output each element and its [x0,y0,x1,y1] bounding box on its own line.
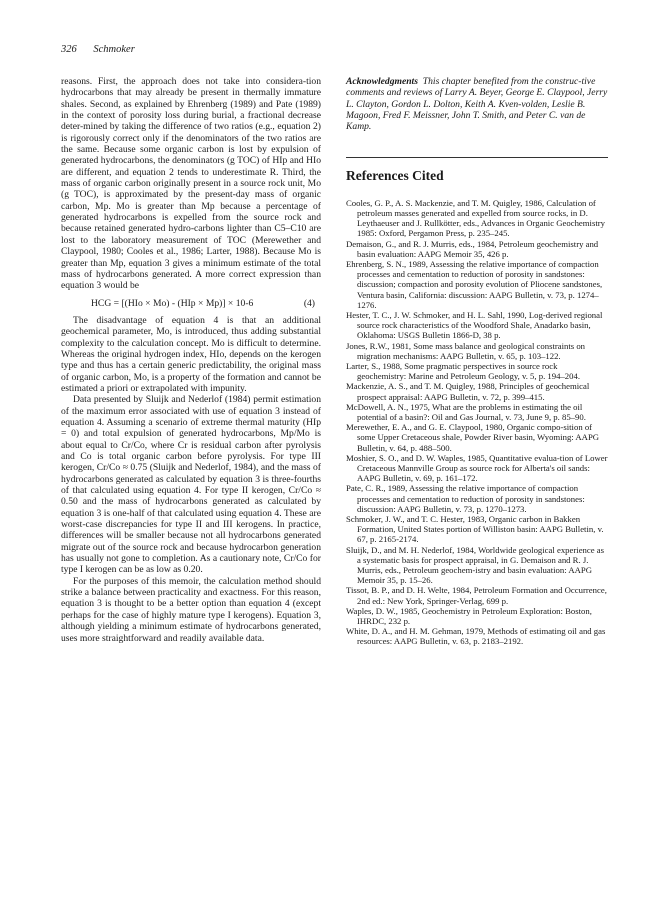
running-header [61,44,135,55]
reference-item: Mackenzie, A. S., and T. M. Quigley, 1988, Principles of geochemical prospect appraisal: AAPG Bulletin, v. 72, p. 399–415. [346,381,590,402]
reference-item: Pate, C. R., 1989, Assessing the relative importance of compaction processes and cementation to reduction of porosity in sandstones: discussion: AAPG Bulletin, v. 73, p. 1270–1273. [346,483,585,514]
reference-item: Ehrenberg, S. N., 1989, Assessing the relative importance of compaction processes and cementation to reduction of porosity in sandstones: discussion; compaction and porosity evolution of Pliocene sandstones, Ventura basin, California: discussion: AAPG Bulletin, v. 73, p. 1274–1276. [346,258,603,310]
left-column [61,76,321,644]
reference-item: Jones, R.W., 1981, Some mass balance and geological constraints on migration mechanisms: AAPG Bulletin, v. 65, p. 103–122. [346,340,586,361]
acknowledgments [346,76,608,133]
acknowledgments-heading: Acknowledgments [346,76,418,87]
reference-item: Moshier, S. O., and D. W. Waples, 1985, Quantitative evalua-tion of Lower Cretaceous Mannville Group as source rock for Alberta's oil sands: AAPG Bulletin, v. 69, p. 161–172. [346,452,608,484]
reference-item: Demaison, G., and R. J. Murris, eds., 1984, Petroleum geochemistry and basin evaluation: AAPG Memoir 35, 426 p. [346,238,599,259]
reference-item: Larter, S., 1988, Some pragmatic perspectives in source rock geochemistry: Marine and Petroleum Geology, v. 5, p. 194–204. [346,360,581,382]
reference-item: Tissot, B. P., and D. H. Welte, 1984, Petroleum Formation and Occurrence, 2nd ed.: New York, Springer-Verlag, 699 p. [346,585,607,606]
reference-item: Sluijk, D., and M. H. Nederlof, 1984, Worldwide geological experience as a systematic basis for prospect appraisal, in G. Demaison and R. J. Murris, eds., Petroleum geochem-istry and basin evaluation: AAPG Memoir 35, p. 15–26. [346,544,605,586]
references-list [346,198,608,647]
right-column [346,76,608,647]
reference-item: McDowell, A. N., 1975, What are the problems in estimating the oil potential of a basin?: Oil and Gas Journal, v. 73, June 9, p. 85–90. [346,401,586,422]
equation-formula: HCG = [(HIo × Mo) - (HIp × Mp)] × 10-6 [91,297,254,309]
equation-number: (4) [303,297,315,309]
reference-item: Merewether, E. A., and G. E. Claypool, 1980, Organic compo-sition of some Upper Cretaceous shale, Powder River basin, Wyoming: AAPG Bulletin, v. 64, p. 488–500. [346,422,600,453]
equation-4 [61,292,321,315]
body-paragraph: The disadvantage of equation 4 is that an additional geochemical parameter, Mo, is introduced, thus adding substantial complexity to the calculation concept. Mo is difficult to determine. Whereas the original hydrogen index, HIo, depends on the kerogen type and thus has a certain generic predictability, the original mass of organic carbon, Mo, is a property of the formation and cannot be estimated a priori or extrapolated with impunity. [61,314,321,394]
reference-item: White, D. A., and H. M. Gehman, 1979, Methods of estimating oil and gas resources: AAPG Bulletin, v. 63, p. 2183–2192. [346,626,606,647]
page-number: 326 [61,44,77,55]
body-paragraph: reasons. First, the approach does not take into considera-tion hydrocarbons that may already be present in thermally immature shales. Second, as explained by Ehrenberg (1989) and Pate (1989) in the context of porosity loss during burial, a fractional decrease deter-mined by taking the difference of two ratios (e.g., equation 2) is rigorously correct only if the denominators of the two ratios are the same. Because some organic carbon is lost by expulsion of generated hydrocarbons, the denominators (g TOC) of HIp and HIo are different, and equation 2 tends to underestimate R. Third, the mass of organic carbon originally present in a source rock unit, Mo (g TOC), is approximated by the present-day mass of organic carbon, Mp. Mo is greater than Mp because a percentage of generated hydrocarbons is expelled from the source rock and because retained generated hydro-carbons lighter than C5–C10 are lost to the laboratory measurement of TOC (Merewether and Claypool, 1980; Cooles et al., 1986; Larter, 1988). Because Mo is greater than Mp, equation 3 gives a minimum estimate of the total mass of hydrocarbons generated. A more correct expression than equation 3 would be [61,76,321,292]
reference-item: Hester, T. C., J. W. Schmoker, and H. L. Sahl, 1990, Log-derived regional source rock characteristics of the Woodford Shale, Anadarko basin, Oklahoma: USGS Bulletin 1866-D, 38 p. [346,309,603,341]
reference-item: Waples, D. W., 1985, Geochemistry in Petroleum Exploration: Boston, IHRDC, 232 p. [346,605,592,627]
references-heading: References Cited [346,167,444,183]
reference-item: Cooles, G. P., A. S. Mackenzie, and T. M. Quigley, 1986, Calculation of petroleum masses generated and expelled from source rocks, in D. Leythaeuser and J. Rullkötter, eds., Advances in Organic Geochemistry 1985: Oxford, Pergamon Press, p. 235–245. [346,197,605,239]
section-divider [346,157,608,158]
body-paragraph: For the purposes of this memoir, the calculation method should strike a balance between practicality and exactness. For this reason, equation 3 is thought to be a better option than equation 4 (except perhaps for the case of highly mature type I kerogens). Equation 3, although yielding a minimum estimate of hydrocarbons generated, uses more straightforward and readily available data. [61,575,321,644]
acknowledgments-text: This chapter benefited from the construc-tive comments and reviews of Larry A. Beyer, George E. Claypool, Jerry L. Clayton, Gordon L. Dolton, Keith A. Kven-volden, Leslie B. Magoon, Fred F. Meissner, John T. Smith, and Peter C. van de Kamp. [346,76,608,133]
reference-item: Schmoker, J. W., and T. C. Hester, 1983, Organic carbon in Bakken Formation, United States portion of Williston basin: AAPG Bulletin, v. 67, p. 2165-2174. [346,514,604,545]
body-paragraph: Data presented by Sluijk and Nederlof (1984) permit estimation of the maximum error associated with use of equation 3 instead of equation 4. Assuming a scenario of extreme thermal maturity (HIp = 0) and total expulsion of generated hydrocarbons, Mp/Mo is about equal to Cr/Co, where Cr is residual carbon after pyrolysis and Co is total organic carbon before pyrolysis. For type III kerogen, Cr/Co ≈ 0.75 (Sluijk and Nederlof, 1984), and the mass of hydrocarbons generated as calculated by equation 3 is three-fourths of that calculated using equation 4. For type II kerogen, Cr/Co ≈ 0.50 and the mass of hydrocarbons generated as calculated by equation 3 is one-half of that calculated using equation 4. These are worst-case discrepancies for type II and III kerogens. In practice, differences will be smaller because not all hydrocarbons generated migrate out of the source rock and because hydrocarbon generation has usually not gone to completion. As a cautionary note, Cr/Co for type I kerogen can be as low as 0.20. [61,394,321,576]
running-author: Schmoker [93,44,135,55]
